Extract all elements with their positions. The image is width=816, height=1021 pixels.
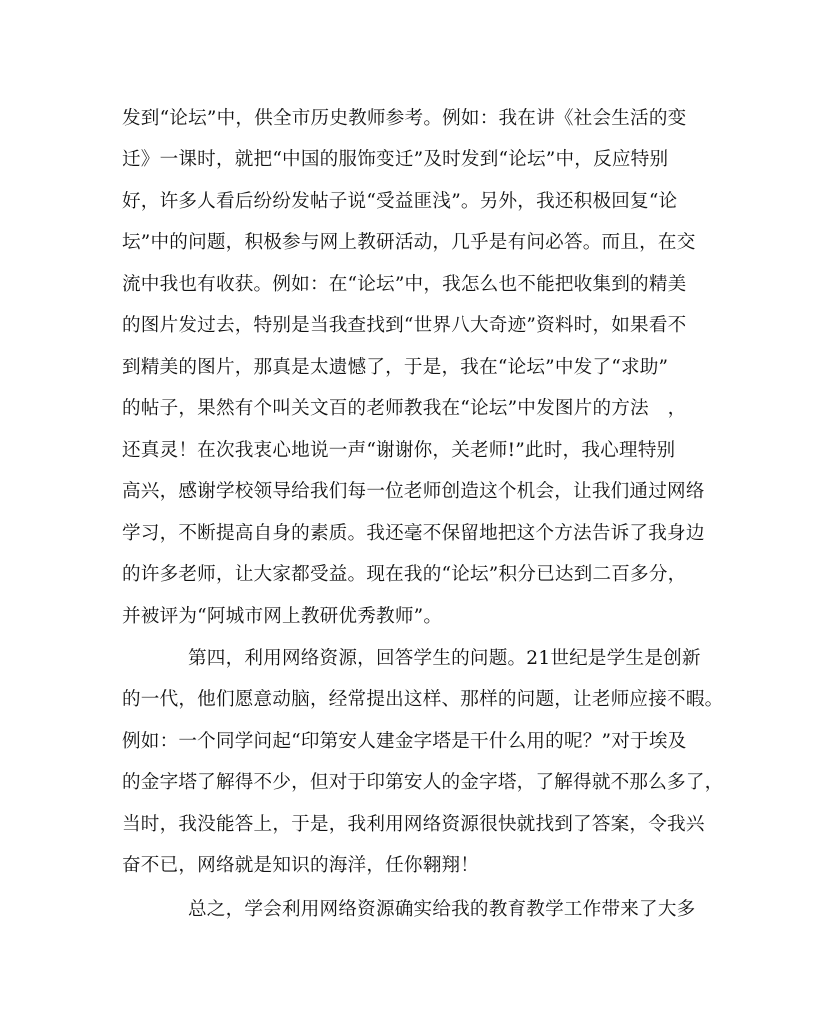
text-line: 并被评为“阿城市网上教研优秀教师”。 <box>122 606 443 627</box>
text-line: 的许多老师，让大家都受益。现在我的“论坛”积分已达到二百多分， <box>122 564 687 585</box>
paragraph-start-line: 第四，利用网络资源，回答学生的问题。21世纪是学生是创新 <box>188 648 701 669</box>
text-line: 的图片发过去，特别是当我查找到“世界八大奇迹”资料时，如果看不 <box>122 315 687 336</box>
paragraph-start-line: 总之，学会利用网络资源确实给我的教育教学工作带来了大多 <box>188 899 696 920</box>
text-line: 例如：一个同学问起“印第安人建金字塔是干什么用的呢？”对于埃及 <box>122 731 687 752</box>
text-line: 到精美的图片，那真是太遗憾了，于是，我在“论坛”中发了“求助” <box>122 357 669 378</box>
text-line: 高兴，感谢学校领导给我们每一位老师创造这个机会，让我们通过网络 <box>122 481 705 502</box>
text-line: 学习，不断提高自身的素质。我还毫不保留地把这个方法告诉了我身边 <box>122 523 705 544</box>
text-line: 发到“论坛”中，供全市历史教师参考。例如：我在讲《社会生活的变 <box>122 108 687 129</box>
text-line: 坛”中的问题，积极参与网上教研活动，几乎是有问必答。而且，在交 <box>122 232 696 253</box>
text-line: 流中我也有收获。例如：在“论坛”中，我怎么也不能把收集到的精美 <box>122 274 687 295</box>
text-line: 的一代，他们愿意动脑，经常提出这样、那样的问题，让老师应接不暇。 <box>122 689 724 710</box>
text-line: 的帖子，果然有个叫关文百的老师教我在“论坛”中发图片的方法 ， <box>122 398 687 419</box>
text-line: 的金字塔了解得不少，但对于印第安人的金字塔，了解得就不那么多了， <box>122 772 724 793</box>
text-line: 还真灵！在次我衷心地说一声“谢谢你，关老师!”此时，我心理特别 <box>122 440 676 461</box>
text-line: 奋不已，网络就是知识的海洋，任你翱翔！ <box>122 855 480 876</box>
text-line: 迁》一课时，就把“中国的服饰变迁”及时发到“论坛”中，反应特别 <box>122 149 669 170</box>
text-line: 当时，我没能答上，于是，我利用网络资源很快就找到了答案，令我兴 <box>122 814 705 835</box>
text-line: 好，许多人看后纷纷发帖子说“受益匪浅”。另外，我还积极回复“论 <box>122 191 678 212</box>
